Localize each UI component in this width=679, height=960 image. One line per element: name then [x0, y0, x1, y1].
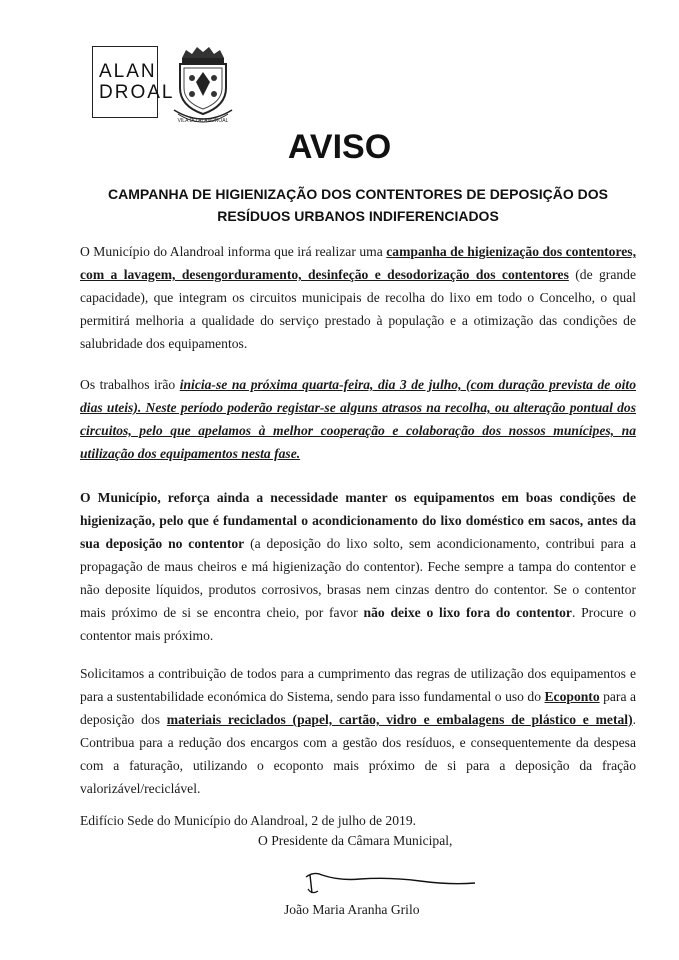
date-location: Edifício Sede do Município do Alandroal, 2 de julho de 2019. — [80, 813, 417, 828]
logo-line-2: DROAL — [99, 82, 175, 103]
paragraph-hygiene: O Município, reforça ainda a necessidade manter os equipamentos em boas condições de higienização, pelo que é fundamental o acondicionamento do lixo doméstico em sacos, antes da sua deposição no contentor (a deposição do lixo solto, sem acondicionamento, contribui para a propagação de maus cheiros e má higienização do contentor). Feche sempre a tampa do contentor e não deposite líquidos, produtos corrosivos, brasas nem cinzas dentro do contentor. Se o contentor mais próximo de si se encontra cheio, por favor não deixe o lixo fora do contentor. Procure o contentor mais próximo. — [80, 490, 636, 643]
notice-title: AVISO — [287, 128, 392, 166]
coat-of-arms-icon — [170, 44, 236, 126]
municipality-logo — [92, 46, 175, 118]
notice-subtitle: CAMPANHA DE HIGIENIZAÇÃO DOS CONTENTORES DE DEPOSIÇÃO DOS RESÍDUOS URBANOS INDIFERENCIADOS — [108, 186, 608, 224]
signer-name: João Maria Aranha Grilo — [284, 902, 420, 917]
president-title: O Presidente da Câmara Municipal, — [258, 833, 453, 848]
paragraph-campaign: O Município do Alandroal informa que irá realizar uma campanha de higienização dos contentores, com a lavagem, desengorduramento, desinfeção e desodorização dos contentores (de grande capacidade), que integram os circuitos municipais de recolha do lixo em todo o Concelho, o qual permitirá melhoria a qualidade do serviço prestado à população e a otimização das condições de salubridade dos equipamentos. — [80, 244, 636, 351]
paragraph-schedule: Os trabalhos irão inicia-se na próxima quarta-feira, dia 3 de julho, (com duração prevista de oito dias uteis). Neste período poderão registar-se alguns atrasos na recolha, ou alteração pontual dos circuitos, pelo que apelamos à melhor cooperação e colaboração dos nossos munícipes, na utilização dos equipamentos nesta fase. — [80, 377, 636, 461]
logo-line-1: ALAN — [99, 61, 157, 82]
paragraph-recycling: Solicitamos a contribuição de todos para a cumprimento das regras de utilização dos equipamentos e para a sustentabilidade económica do Sistema, sendo para isso fundamental o uso do Ecoponto para a deposição dos materiais reciclados (papel, cartão, vidro e embalagens de plástico e metal). Contribua para a redução dos encargos com a gestão dos resíduos, e consequentemente da despesa com a faturação, utilizando o ecoponto mais próximo de si para a deposição da fração valorizável/reciclável. — [80, 666, 636, 796]
seal-text: VILA DO ALANDROAL — [177, 118, 229, 124]
signature-icon — [300, 865, 480, 905]
